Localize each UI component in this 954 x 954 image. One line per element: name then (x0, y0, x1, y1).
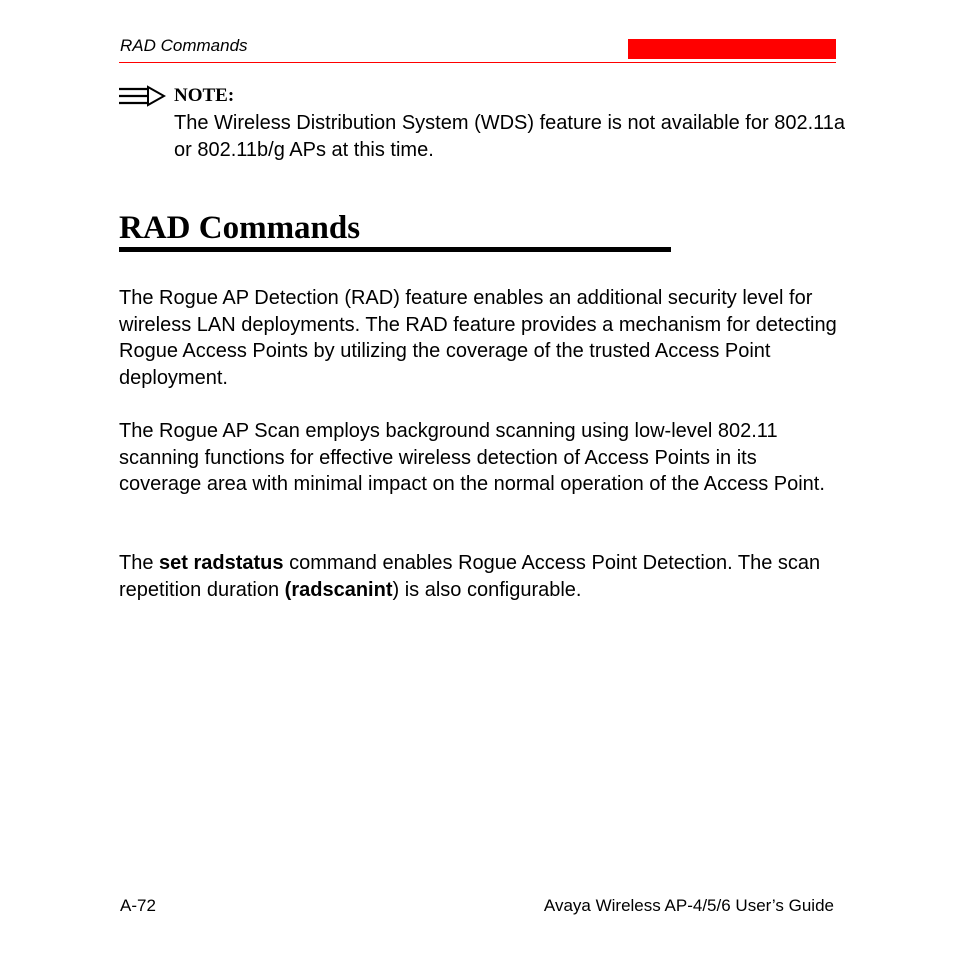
note-arrow-icon (118, 84, 166, 108)
guide-title: Avaya Wireless AP-4/5/6 User’s Guide (543, 896, 834, 915)
note-label: NOTE: (174, 85, 235, 106)
note-text: The Wireless Distribution System (WDS) feature is not available for 802.11a or 802.11b/g APs at this time. (174, 112, 846, 161)
page-number: A-72 (120, 896, 156, 915)
paragraph-radstatus (119, 550, 839, 603)
header-rule (119, 62, 836, 63)
paragraph-text: The (119, 552, 160, 574)
command-set-radstatus: set radstatus (159, 552, 284, 574)
section-title: RAD Commands (119, 210, 361, 246)
paragraph-text: ) is also configurable. (392, 578, 582, 601)
header-accent-bar (628, 39, 836, 59)
paragraph-rad-intro: The Rogue AP Detection (RAD) feature enables an additional security level for wireless LAN deployments. The RAD feature provides a mechanism for detecting Rogue Access Points by utilizing the coverage of the trusted Access Point deployment. (119, 287, 837, 389)
command-radscanint: (radscanint (284, 578, 393, 601)
header-title: RAD Commands (120, 36, 248, 55)
paragraph-text: command enables Rogue Access Point Detection. The scan repetition duration (119, 552, 821, 601)
paragraph-rogue-scan: The Rogue AP Scan employs background scanning using low-level 802.11 scanning functions for effective wireless detection of Access Points in its coverage area with minimal impact on the normal operation of the Access Point. (119, 420, 825, 495)
section-title-rule (119, 247, 671, 252)
